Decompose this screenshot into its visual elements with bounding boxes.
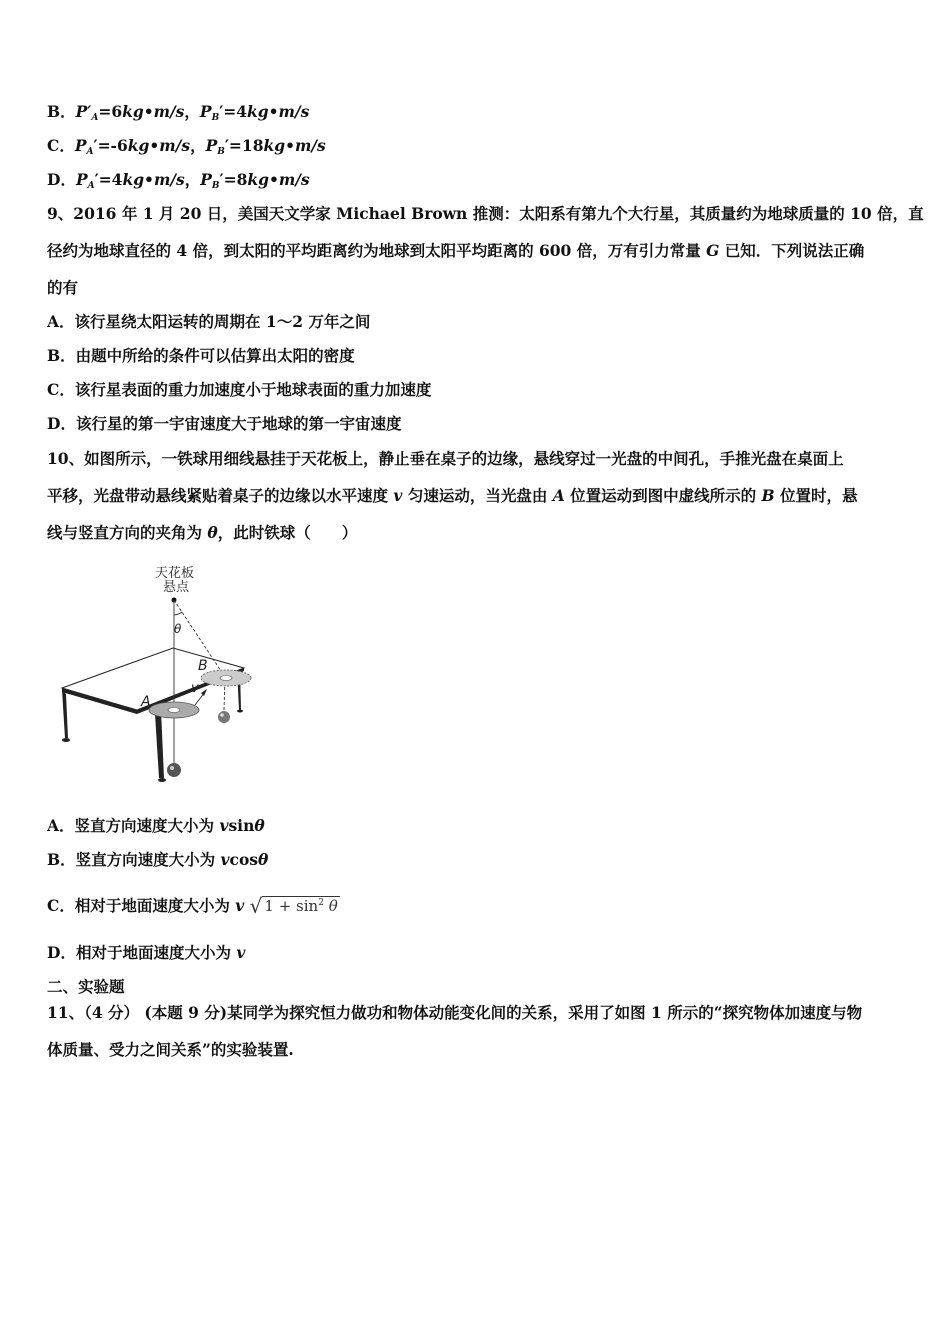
- q9-stem-line-2: 径约为地球直径的 4 倍，到太阳的平均距离约为地球到太阳平均距离的 600 倍，万有引力常量 G 已知．下列说法正确: [47, 241, 865, 260]
- sqrt-expression: √ $1 + \sin^2 \theta$: [249, 894, 338, 918]
- q11-stem-line-2: 体质量、受力之间关系”的实验装置.: [47, 1040, 294, 1059]
- figure-a-label: A: [141, 694, 151, 710]
- table-leg-front: [155, 710, 164, 778]
- q10-option-a: A．竖直方向速度大小为 vsinθ: [47, 816, 265, 835]
- q9-option-a: A．该行星绕太阳运转的周期在 1～2 万年之间: [47, 312, 371, 331]
- figure-v-label: v: [191, 681, 199, 696]
- figure-ceiling-label: 天花板: [155, 566, 195, 581]
- q10-option-c: C．相对于地面速度大小为 v √ $1 + \sin^2 \theta$: [47, 894, 338, 918]
- table-leg-left: [62, 690, 68, 738]
- q9-option-b: B．由题中所给的条件可以估算出太阳的密度: [47, 346, 355, 365]
- q8-option-b: B．$P'_A=6kg•m/s$，$P_B'=4kg•m/s$: [47, 102, 310, 123]
- figure-point-label: 悬点: [163, 580, 190, 595]
- q10-option-b: B．竖直方向速度大小为 vcosθ: [47, 850, 269, 869]
- q10-stem-line-2: 平移，光盘带动悬线紧贴着桌子的边缘以水平速度 v 匀速运动，当光盘由 A 位置运动到图中虚线所示的 B 位置时，悬: [47, 486, 858, 505]
- q9-stem-line-1: 9、2016 年 1 月 20 日，美国天文学家 Michael Brown 推测：太阳系有第九个大行星，其质量约为地球质量的 10 倍，直: [47, 204, 924, 223]
- q9-stem-line-3: 的有: [47, 278, 79, 297]
- iron-ball-dashed: [218, 711, 230, 723]
- theta-arc: [174, 612, 182, 615]
- q8-option-d: D．$P_A'=4kg•m/s$，$P_B'=8kg•m/s$: [47, 170, 310, 191]
- q10-stem-line-1: 10、如图所示，一铁球用细线悬挂于天花板上，静止垂在桌子的边缘，悬线穿过一光盘的中间孔，手推光盘在桌面上: [47, 449, 844, 468]
- section-title: 二、实验题: [47, 977, 125, 996]
- q10-option-d: D．相对于地面速度大小为 v: [47, 943, 246, 962]
- iron-ball: [167, 763, 181, 777]
- figure-theta-label: θ: [174, 622, 182, 636]
- q10-stem-line-3: 线与竖直方向的夹角为 θ，此时铁球（ ）: [47, 523, 358, 542]
- figure-b-label: B: [198, 658, 208, 674]
- q9-option-d: D．该行星的第一宇宙速度大于地球的第一宇宙速度: [47, 414, 402, 433]
- q8-option-c: C．$P_A'=-6kg•m/s$，$P_B'=18kg•m/s$: [47, 136, 326, 157]
- q10-figure: [55, 560, 265, 790]
- q11-stem-line-1: 11、（4 分） (本题 9 分)某同学为探究恒力做功和物体动能变化间的关系，采用了如图 1 所示的“探究物体加速度与物: [47, 1003, 863, 1022]
- q9-option-c: C．该行星表面的重力加速度小于地球表面的重力加速度: [47, 380, 432, 399]
